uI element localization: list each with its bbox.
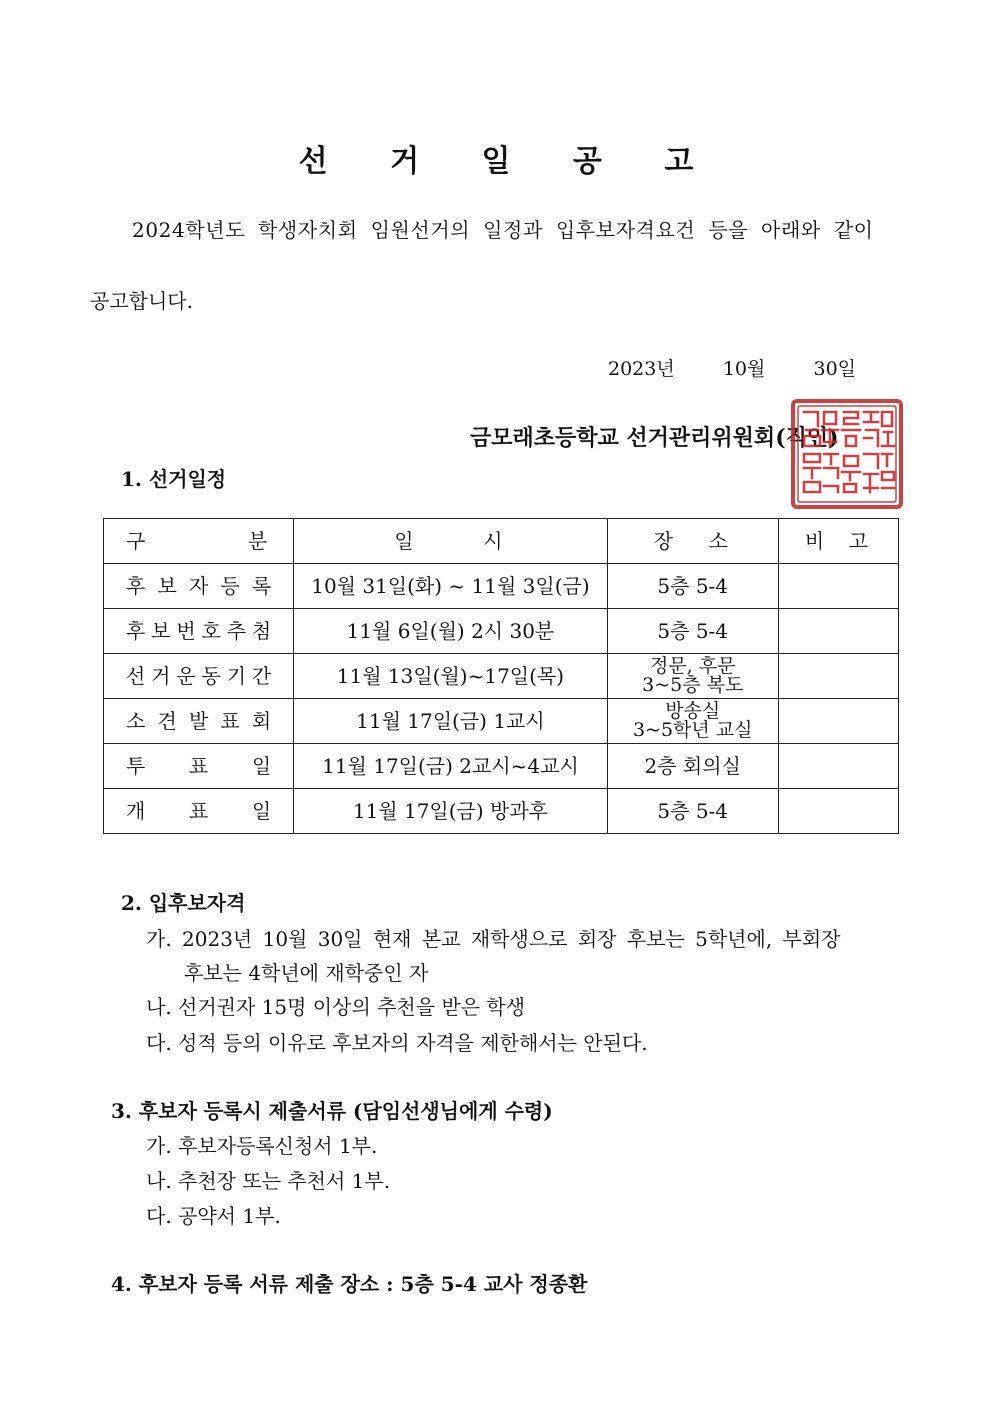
schedule-datetime: 11월 17일(금) 1교시: [294, 699, 607, 744]
section-2-heading: 2. 입후보자격: [121, 891, 246, 915]
schedule-remarks: [778, 744, 898, 789]
schedule-remarks: [778, 699, 898, 744]
section-1-heading: 1. 선거일정: [121, 467, 227, 491]
schedule-place: 2층 회의실: [607, 744, 778, 789]
intro-line-2: 공고합니다.: [90, 289, 193, 313]
schedule-row: [104, 699, 899, 744]
schedule-row: [104, 609, 899, 654]
schedule-datetime: 11월 17일(금) 2교시~4교시: [294, 744, 607, 789]
document-item-da: 다. 공약서 1부.: [146, 1204, 281, 1228]
header-datetime: 일 시: [294, 519, 607, 564]
issuer-name: 금모래초등학교 선거관리위원회(직인): [470, 425, 839, 451]
intro-line-1: 2024학년도 학생자치회 임원선거의 일정과 입후보자격요건 등을 아래와 같이: [132, 218, 874, 242]
schedule-place: 방송실 3~5학년 교실: [607, 699, 778, 744]
schedule-row: [104, 654, 899, 699]
section-3-heading: 3. 후보자 등록시 제출서류 (담임선생님에게 수령): [111, 1099, 553, 1123]
schedule-category: 소 견 발 표 회: [104, 699, 294, 744]
document-item-ga: 가. 후보자등록신청서 1부.: [146, 1134, 378, 1158]
schedule-remarks: [778, 609, 898, 654]
table-header-row: [104, 519, 899, 564]
section-4-heading: 4. 후보자 등록 서류 제출 장소 : 5층 5-4 교사 정종환: [111, 1272, 588, 1296]
schedule-category: 개 표 일: [104, 789, 294, 834]
schedule-category: 선 거 운 동 기 간: [104, 654, 294, 699]
eligibility-item-ga: 가. 2023년 10월 30일 현재 본교 재학생으로 회장 후보는 5학년에, 부회장: [146, 927, 841, 951]
schedule-remarks: [778, 789, 898, 834]
schedule-datetime: 10월 31일(화) ~ 11월 3일(금): [294, 564, 607, 609]
schedule-place: 5층 5-4: [607, 609, 778, 654]
schedule-remarks: [778, 654, 898, 699]
eligibility-item-da: 다. 성적 등의 이유로 후보자의 자격을 제한해서는 안된다.: [146, 1031, 648, 1055]
election-schedule-table: [103, 518, 899, 834]
header-remarks: 비 고: [778, 519, 898, 564]
header-category: 구 분: [104, 519, 294, 564]
document-item-na: 나. 추천장 또는 추천서 1부.: [146, 1169, 391, 1193]
schedule-place: 정문, 후문 3~5층 복도: [607, 654, 778, 699]
notice-date: 2023년 10월 30일: [608, 358, 857, 380]
header-place: 장 소: [607, 519, 778, 564]
schedule-row: [104, 789, 899, 834]
schedule-datetime: 11월 13일(월)~17일(목): [294, 654, 607, 699]
notice-title: 선 거 일 공 고: [298, 144, 720, 179]
schedule-remarks: [778, 564, 898, 609]
eligibility-item-ga-cont: 후보는 4학년에 재학중인 자: [184, 961, 429, 985]
schedule-place: 5층 5-4: [607, 789, 778, 834]
official-seal-stamp: [790, 398, 904, 510]
schedule-category: 후 보 자 등 록: [104, 564, 294, 609]
schedule-datetime: 11월 6일(월) 2시 30분: [294, 609, 607, 654]
schedule-row: [104, 744, 899, 789]
schedule-category: 투 표 일: [104, 744, 294, 789]
schedule-place: 5층 5-4: [607, 564, 778, 609]
schedule-datetime: 11월 17일(금) 방과후: [294, 789, 607, 834]
schedule-row: [104, 564, 899, 609]
eligibility-item-na: 나. 선거권자 15명 이상의 추천을 받은 학생: [146, 995, 526, 1019]
schedule-category: 후 보 번 호 추 첨: [104, 609, 294, 654]
